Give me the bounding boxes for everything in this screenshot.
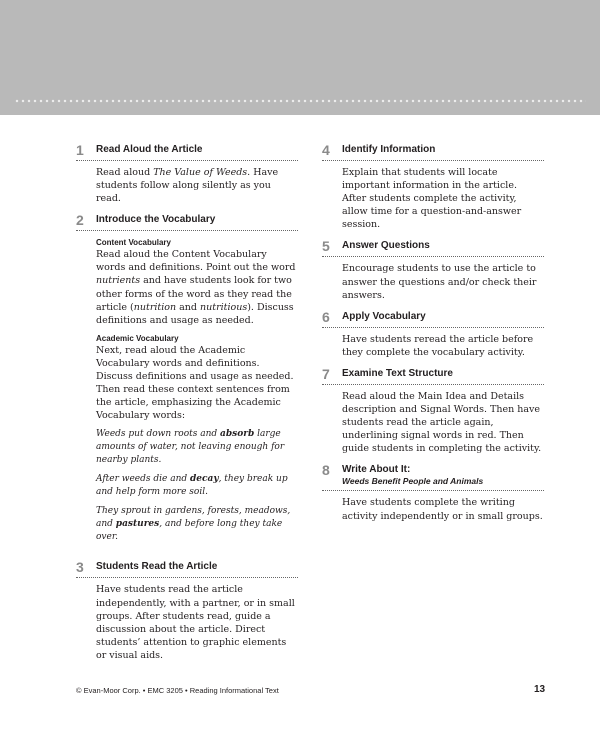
content-vocabulary-text: [96, 248, 298, 327]
step-7-body: Read aloud the Main Idea and Details description and Signal Words. Then have students read the article again, underlining signal words in red. Then guide students in completing the activity.: [342, 390, 542, 455]
header-band: [0, 0, 600, 115]
step-4: [322, 143, 544, 231]
step-3-body: Have students read the article independently, with a partner, or in small groups. After students read, guide a discussion about the article. Direct students’ attention to graphic elements or visual aids.: [96, 584, 295, 661]
step-2-heading: [76, 213, 298, 231]
step-number: 7: [322, 365, 330, 382]
step-subtitle: Weeds Benefit People and Animals: [342, 476, 484, 487]
step-number: 6: [322, 308, 330, 325]
academic-vocabulary-text: Next, read aloud the Academic Vocabulary words and definitions. Discuss definitions and usage as needed. Then read these context sentences from the article, emphasizing the Academic Vocabulary words:: [96, 344, 294, 422]
example-sentence: [96, 428, 298, 467]
header-dotted-rule: [14, 99, 586, 103]
step-title-text: Write About It:: [342, 464, 411, 476]
step-5-body: Encourage students to use the article to answer the questions and/or check their answers.: [342, 263, 537, 301]
step-number: 1: [76, 142, 84, 158]
step-7-heading: [322, 367, 544, 385]
step-title: Read Aloud the Article: [96, 144, 203, 155]
step-title: Identify Information: [342, 144, 436, 155]
step-5: [322, 239, 544, 301]
footer-credit: © Evan-Moor Corp. • EMC 3205 • Reading Informational Text: [76, 686, 279, 695]
body-text: and: [176, 301, 201, 313]
body-text: and have students look for two other forms of the word as they read the article (: [96, 275, 292, 313]
example-text: They sprout in gardens, forests, meadows, and: [96, 506, 291, 530]
step-title: Examine Text Structure: [342, 367, 453, 379]
academic-vocabulary-heading: Academic Vocabulary: [96, 333, 179, 343]
step-1-body: [96, 166, 298, 205]
body-text: Have students follow along silently as you read.: [96, 167, 279, 205]
step-1-heading: [76, 143, 298, 161]
step-title: [342, 463, 483, 487]
step-number: 5: [322, 238, 330, 255]
vocab-word: pastures: [115, 519, 160, 530]
step-4-heading: [322, 143, 544, 161]
step-number: 3: [76, 559, 84, 576]
step-title: Students Read the Article: [96, 561, 218, 573]
step-3: [76, 560, 298, 662]
vocab-word: absorb: [220, 429, 255, 440]
vocab-word: decay: [190, 474, 219, 485]
step-8-body: Have students complete the writing activity independently or in small groups.: [342, 497, 543, 522]
example-text: large amounts of water, not leaving enough for nearby plants.: [96, 429, 285, 466]
step-3-heading: [76, 560, 298, 578]
body-text: Read aloud: [96, 167, 154, 178]
example-text: , and before long they take over.: [96, 519, 283, 543]
step-title: Introduce the Vocabulary: [96, 214, 216, 226]
vocab-word: nutrients: [96, 275, 141, 287]
page-number: 13: [534, 684, 546, 695]
step-7: [322, 367, 544, 455]
body-text: Read aloud the Content Vocabulary words and definitions. Point out the word: [96, 249, 296, 274]
example-sentence: [96, 505, 298, 544]
step-number: 2: [76, 212, 84, 229]
content-vocabulary-heading: Content Vocabulary: [96, 238, 171, 248]
step-6-heading: [322, 310, 544, 328]
example-text: After weeds die and: [96, 474, 190, 485]
example-text: Weeds put down roots and: [96, 429, 221, 440]
step-5-heading: [322, 239, 544, 257]
example-text: , they break up and help form more soil.: [96, 474, 288, 498]
step-1: [76, 143, 298, 205]
vocab-word: nutritious: [200, 301, 248, 313]
step-8-heading: [322, 463, 544, 491]
right-column: [322, 143, 544, 531]
article-title: The Value of Weeds.: [153, 167, 251, 178]
step-8: [322, 463, 544, 522]
step-title: Apply Vocabulary: [342, 310, 426, 322]
example-sentence: [96, 473, 298, 499]
body-text: ). Discuss definitions and usage as needed.: [96, 301, 294, 326]
left-column: [76, 143, 298, 670]
step-number: 8: [322, 462, 330, 479]
step-title: Answer Questions: [342, 240, 430, 252]
step-2: [76, 213, 298, 544]
step-4-body: Explain that students will locate important information in the article. After students complete the activity, allow time for a question-and-answer session.: [342, 167, 522, 231]
step-number: 4: [322, 142, 330, 158]
vocab-word: nutrition: [133, 301, 177, 313]
step-6-body: Have students reread the article before they complete the vocabulary activity.: [342, 333, 534, 358]
step-6: [322, 310, 544, 359]
